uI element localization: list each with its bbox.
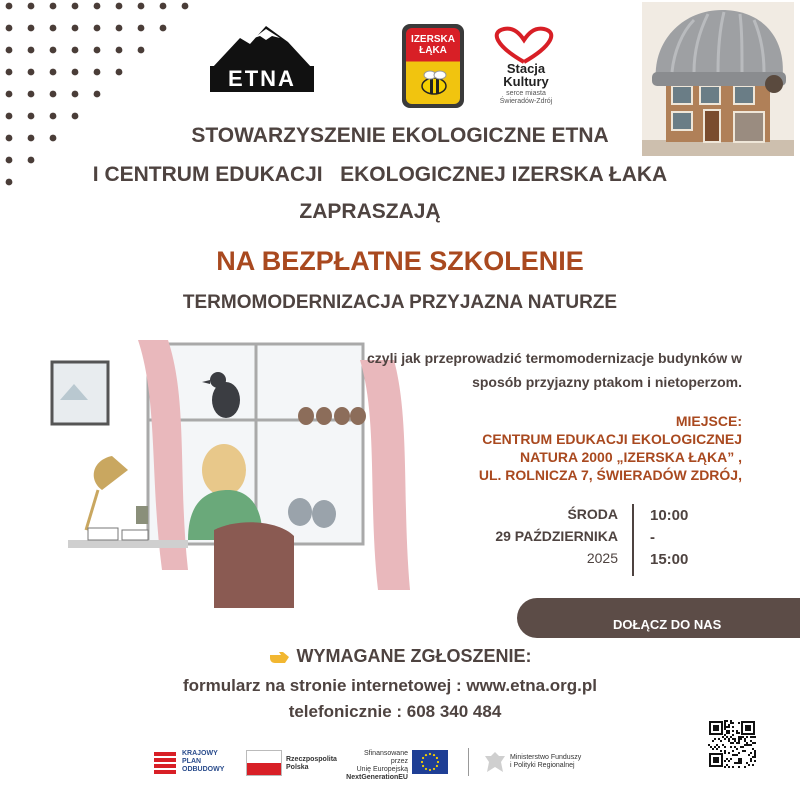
registration-phone-line[interactable]: telefonicznie : 608 340 484 — [288, 702, 502, 721]
polish-eagle-icon — [484, 750, 506, 774]
place-block — [420, 412, 742, 484]
stacja-title-2: Kultury — [503, 74, 549, 89]
kpo-logo-icon — [154, 752, 176, 774]
training-description — [290, 346, 742, 394]
description-line-2: sposób przyjazny ptakom i nietoperzom. — [472, 374, 742, 390]
kpo-text-3: ODBUDOWY — [182, 766, 225, 773]
izerska-logo-text-2: ŁĄKA — [419, 45, 447, 56]
organizer-line-2: I CENTRUM EDUKACJI EKOLOGICZNEJ IZERSKA ŁAKA — [92, 163, 668, 186]
ministry-text-1: Ministerstwo Funduszy — [510, 754, 582, 761]
time-start: 10:00 — [650, 507, 689, 524]
place-line-1: CENTRUM EDUKACJI EKOLOGICZNEJ — [482, 431, 742, 447]
funding-footer — [150, 744, 610, 780]
date-day: ŚRODA — [567, 506, 618, 522]
place-line-2: NATURA 2000 „IZERSKA ŁĄKA” , — [520, 449, 742, 465]
stacja-sub-2: Świeradów-Zdrój — [499, 98, 553, 105]
etna-logo-text: ETNA — [210, 66, 314, 92]
stacja-kultury-logo — [478, 26, 568, 106]
date-date: 29 PAŹDZIERNIKA — [495, 528, 618, 544]
stacja-sub-1: serce miasta — [506, 90, 546, 97]
place-label: MIEJSCE: — [675, 413, 742, 429]
bee-icon — [416, 68, 452, 98]
headline: NA BEZPŁATNE SZKOLENIE — [216, 246, 584, 276]
eu-text-1: Sfinansowane przez — [364, 750, 408, 765]
kpo-text-2: PLAN — [182, 758, 202, 765]
join-us-button[interactable]: DOŁĄCZ DO NAS — [517, 598, 800, 638]
ministry-text-2: i Polityki Regionalnej — [510, 762, 575, 769]
time-separator: - — [650, 529, 655, 546]
kpo-text-1: KRAJOWY — [182, 750, 218, 757]
eu-text-2: Unię Europejską — [356, 766, 408, 773]
organizer-line-1: STOWARZYSZENIE EKOLOGICZNE ETNA — [191, 124, 609, 147]
mountain-icon — [210, 26, 314, 68]
date-block — [450, 503, 618, 569]
place-line-3: UL. ROLNICZA 7, ŚWIERADÓW ZDRÓJ, — [478, 467, 742, 483]
eu-flag-icon — [412, 750, 448, 774]
registration-form-line[interactable]: formularz na stronie internetowej : www.etna.org.pl — [182, 676, 598, 695]
heart-icon — [486, 26, 562, 66]
date-year: 2025 — [586, 550, 618, 566]
invitation-word: ZAPRASZAJĄ — [299, 200, 441, 223]
subheadline: TERMOMODERNIZACJA PRZYJAZNA NATURZE — [182, 292, 618, 313]
time-block — [650, 505, 730, 571]
pointing-hand-icon — [269, 649, 291, 665]
rp-text-1: Rzeczpospolita — [286, 756, 337, 763]
izerska-laka-logo — [402, 24, 464, 108]
rp-text-2: Polska — [286, 764, 309, 771]
eu-text-3: NextGenerationEU — [346, 774, 408, 781]
qr-code[interactable] — [708, 720, 756, 768]
time-end: 15:00 — [650, 551, 689, 568]
polish-flag-icon — [246, 750, 282, 776]
registration-title-text: WYMAGANE ZGŁOSZENIE: — [296, 646, 532, 666]
date-time-divider — [632, 504, 634, 576]
izerska-logo-text-1: IZERSKA — [411, 34, 455, 45]
description-line-1: czyli jak przeprowadzić termomodernizacje budynków w — [367, 350, 742, 366]
stacja-title-1: Stacja — [506, 61, 546, 76]
footer-divider — [468, 748, 469, 776]
etna-logo — [210, 26, 314, 92]
registration-title — [0, 646, 800, 667]
